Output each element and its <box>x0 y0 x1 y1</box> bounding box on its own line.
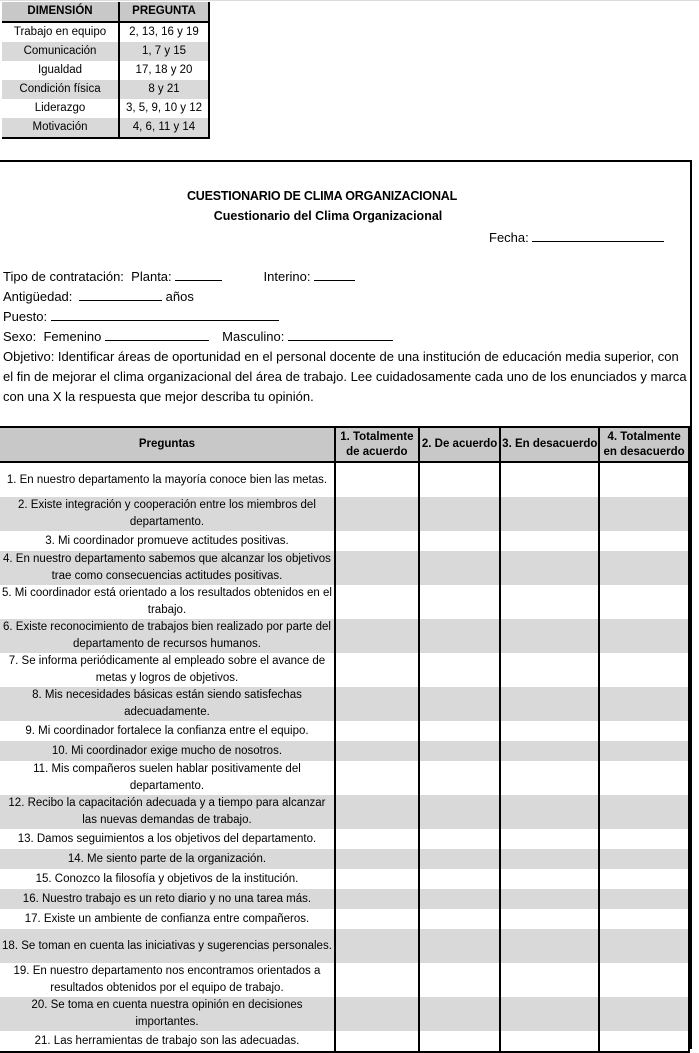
question-text: 7. Se informa periódicamente al empleado sobre el avance de metas y logros de objetivos. <box>8 655 326 684</box>
dimension-row <box>2 80 209 99</box>
question-text: 11. Mis compañeros suelen hablar positivamente del departamento. <box>33 763 301 792</box>
question-row <box>0 497 689 531</box>
question-row <box>0 585 689 619</box>
answer-cell-option-4[interactable] <box>599 929 689 963</box>
answer-cell-option-1[interactable] <box>335 849 419 869</box>
question-row <box>0 997 689 1031</box>
dimension-table-header <box>2 2 209 22</box>
puesto-input-line[interactable] <box>51 308 279 321</box>
question-row <box>0 929 689 963</box>
dimension-row <box>2 42 209 61</box>
antiguedad-field <box>3 288 194 304</box>
questionnaire-form <box>0 160 692 1049</box>
answer-cell-option-1[interactable] <box>335 619 419 653</box>
answer-cell-option-4[interactable] <box>599 849 689 869</box>
answer-cell-option-1[interactable] <box>335 653 419 687</box>
planta-label: Planta: <box>131 269 172 284</box>
question-text: 18. Se toman en cuenta las iniciativas y sugerencias personales. <box>0 929 335 963</box>
answer-cell-option-2[interactable] <box>419 795 501 829</box>
question-row <box>0 619 689 653</box>
dimension-cell: Condición física <box>2 80 119 99</box>
answer-cell-option-3[interactable] <box>500 929 599 963</box>
answer-cell-option-4[interactable] <box>599 869 689 889</box>
answer-cell-option-2[interactable] <box>419 462 501 497</box>
dimension-row <box>2 22 209 42</box>
dimension-cell: Motivación <box>2 118 119 138</box>
question-row <box>0 795 689 829</box>
form-subtitle: Cuestionario del Clima Organizacional <box>213 209 443 223</box>
answer-cell-option-2[interactable] <box>419 551 501 585</box>
answer-cell-option-4[interactable] <box>599 909 689 929</box>
answer-cell-option-3[interactable] <box>500 741 599 761</box>
answer-cell-option-1[interactable] <box>335 761 419 795</box>
answer-cell-option-4[interactable] <box>599 687 689 721</box>
answer-cell-option-1[interactable] <box>335 551 419 585</box>
masculino-label: Masculino: <box>222 329 285 344</box>
question-row <box>0 963 689 997</box>
question-text: 16. Nuestro trabajo es un reto diario y no una tarea más. <box>0 889 335 909</box>
answer-cell-option-3[interactable] <box>500 795 599 829</box>
femenino-label: Femenino <box>43 329 102 344</box>
answer-cell-option-4[interactable] <box>599 721 689 741</box>
answer-cell-option-3[interactable] <box>500 761 599 795</box>
answer-cell-option-3[interactable] <box>500 687 599 721</box>
pregunta-header: PREGUNTA <box>119 2 209 22</box>
answer-cell-option-1[interactable] <box>335 929 419 963</box>
puesto-label: Puesto: <box>3 309 48 324</box>
answer-cell-option-3[interactable] <box>500 909 599 929</box>
form-title: CUESTIONARIO DE CLIMA ORGANIZACIONAL <box>186 189 458 203</box>
answer-cell-option-1[interactable] <box>335 687 419 721</box>
answer-cell-option-2[interactable] <box>419 909 501 929</box>
question-row <box>0 741 689 761</box>
questions-header-row <box>0 427 689 462</box>
question-text: 13. Damos seguimientos a los objetivos del departamento. <box>17 832 317 845</box>
option-3-header: 3. En desacuerdo <box>500 427 599 462</box>
answer-cell-option-3[interactable] <box>500 889 599 909</box>
answer-cell-option-1[interactable] <box>335 829 419 849</box>
answer-cell-option-4[interactable] <box>599 585 689 619</box>
answer-cell-option-2[interactable] <box>419 889 501 909</box>
answer-cell-option-3[interactable] <box>500 531 599 551</box>
answer-cell-option-2[interactable] <box>419 653 501 687</box>
answer-cell-option-4[interactable] <box>599 619 689 653</box>
answer-cell-option-2[interactable] <box>419 929 501 963</box>
answer-cell-option-2[interactable] <box>419 829 501 849</box>
answer-cell-option-4[interactable] <box>599 653 689 687</box>
question-text: 8. Mis necesidades básicas están siendo satisfechas adecuadamente. <box>0 687 335 721</box>
puesto-field <box>3 308 279 324</box>
answer-cell-option-2[interactable] <box>419 497 501 531</box>
answer-cell-option-4[interactable] <box>599 997 689 1031</box>
option-1-header: 1. Totalmente de acuerdo <box>335 427 419 462</box>
answer-cell-option-4[interactable] <box>599 795 689 829</box>
preguntas-cell: 3, 5, 9, 10 y 12 <box>119 99 209 118</box>
answer-cell-option-4[interactable] <box>599 963 689 997</box>
question-text: 9. Mi coordinador fortalece la confianza entre el equipo. <box>25 724 309 737</box>
answer-cell-option-2[interactable] <box>419 741 501 761</box>
dimension-cell: Comunicación <box>2 42 119 61</box>
answer-cell-option-3[interactable] <box>500 497 599 531</box>
masculino-input-line[interactable] <box>288 328 393 341</box>
question-text: 4. En nuestro departamento sabemos que alcanzar los objetivos trae como consecuencias actitudes positivas. <box>0 551 335 585</box>
question-row <box>0 551 689 585</box>
answer-cell-option-2[interactable] <box>419 997 501 1031</box>
interino-input-line[interactable] <box>314 268 355 281</box>
preguntas-cell: 1, 7 y 15 <box>119 42 209 61</box>
question-text: 10. Mi coordinador exige mucho de nosotros. <box>0 741 335 761</box>
sexo-label: Sexo: <box>3 329 37 344</box>
answer-cell-option-3[interactable] <box>500 997 599 1031</box>
question-row <box>0 687 689 721</box>
question-text: 6. Existe reconocimiento de trabajos bien realizado por parte del departamento de recursos humanos. <box>0 619 335 653</box>
preguntas-header: Preguntas <box>0 427 335 462</box>
femenino-input-line[interactable] <box>105 328 209 341</box>
answer-cell-option-2[interactable] <box>419 849 501 869</box>
dimension-header: DIMENSIÓN <box>2 2 119 22</box>
answer-cell-option-3[interactable] <box>500 462 599 497</box>
answer-cell-option-1[interactable] <box>335 497 419 531</box>
answer-cell-option-1[interactable] <box>335 869 419 889</box>
answer-cell-option-1[interactable] <box>335 909 419 929</box>
question-row <box>0 653 689 687</box>
question-text: 20. Se toma en cuenta nuestra opinión en decisiones importantes. <box>0 997 335 1031</box>
answer-cell-option-3[interactable] <box>500 849 599 869</box>
preguntas-cell: 4, 6, 11 y 14 <box>119 118 209 138</box>
antiguedad-input-line[interactable] <box>79 288 162 301</box>
antiguedad-label: Antigüedad: <box>3 289 73 304</box>
objetivo-text: Objetivo: Identificar áreas de oportunidad en el personal docente de una institución de educación media superior, con el fin de mejorar el clima organizacional del área de trabajo. Lee cuidadosamente cada uno de los enunciados y marca con una X la respuesta que mejor describa tu opinión. <box>3 349 687 404</box>
answer-cell-option-1[interactable] <box>335 585 419 619</box>
question-row <box>0 761 689 795</box>
question-row <box>0 462 689 497</box>
dimension-cell: Igualdad <box>37 64 83 76</box>
question-row <box>0 849 689 869</box>
option-4-header: 4. Totalmente en desacuerdo <box>599 427 689 462</box>
answer-cell-option-2[interactable] <box>419 619 501 653</box>
fecha-label: Fecha: <box>489 230 529 245</box>
answer-cell-option-2[interactable] <box>419 869 501 889</box>
answer-cell-option-2[interactable] <box>419 761 501 795</box>
question-row <box>0 889 689 909</box>
answer-cell-option-4[interactable] <box>599 462 689 497</box>
option-2-header: 2. De acuerdo <box>419 427 501 462</box>
answer-cell-option-1[interactable] <box>335 997 419 1031</box>
answer-cell-option-4[interactable] <box>599 829 689 849</box>
answer-cell-option-2[interactable] <box>419 963 501 997</box>
answer-cell-option-2[interactable] <box>419 531 501 551</box>
preguntas-cell: 8 y 21 <box>119 80 209 99</box>
question-text: 14. Me siento parte de la organización. <box>0 849 335 869</box>
tipo-contratacion-field <box>3 268 355 284</box>
answer-cell-option-2[interactable] <box>419 721 501 741</box>
question-text: 5. Mi coordinador está orientado a los resultados obtenidos en el trabajo. <box>2 587 332 616</box>
answer-cell-option-1[interactable] <box>335 889 419 909</box>
answer-cell-option-3[interactable] <box>500 963 599 997</box>
sheet-top-line <box>0 0 699 1</box>
question-text: 3. Mi coordinador promueve actitudes positivas. <box>45 534 289 547</box>
question-row <box>0 909 689 929</box>
answer-cell-option-4[interactable] <box>599 551 689 585</box>
answer-cell-option-1[interactable] <box>335 721 419 741</box>
question-row <box>0 721 689 741</box>
question-text: 17. Existe un ambiente de confianza entre compañeros. <box>24 912 310 925</box>
question-text: 19. En nuestro departamento nos encontramos orientados a resultados obtenidos por el equipo de trabajo. <box>13 965 321 994</box>
question-text: 21. Las herramientas de trabajo son las adecuadas. <box>0 1031 335 1052</box>
dimension-table <box>2 2 210 139</box>
question-text: 2. Existe integración y cooperación entre los miembros del departamento. <box>0 497 335 531</box>
dimension-row <box>2 118 209 138</box>
questions-table <box>0 426 690 1053</box>
answer-cell-option-3[interactable] <box>500 829 599 849</box>
question-row <box>0 869 689 889</box>
sexo-field <box>3 328 393 344</box>
tipo-contratacion-label: Tipo de contratación: <box>3 269 124 284</box>
fecha-field <box>489 229 664 245</box>
answer-cell-option-2[interactable] <box>419 687 501 721</box>
answer-cell-option-1[interactable] <box>335 531 419 551</box>
answer-cell-option-3[interactable] <box>500 721 599 741</box>
answer-cell-option-1[interactable] <box>335 963 419 997</box>
anos-label: años <box>165 289 194 304</box>
question-text: 1. En nuestro departamento la mayoría conoce bien las metas. <box>6 473 328 486</box>
dimension-cell: Trabajo en equipo <box>13 26 107 38</box>
answer-cell-option-4[interactable] <box>599 497 689 531</box>
answer-cell-option-1[interactable] <box>335 795 419 829</box>
question-text: 12. Recibo la capacitación adecuada y a tiempo para alcanzar las nuevas demandas de trabajo. <box>0 795 335 829</box>
question-text: 15. Conozco la filosofía y objetivos de la institución. <box>35 872 299 885</box>
answer-cell-option-1[interactable] <box>335 462 419 497</box>
interino-label: Interino: <box>263 269 311 284</box>
preguntas-cell: 2, 13, 16 y 19 <box>119 22 209 42</box>
planta-input-line[interactable] <box>175 268 222 281</box>
answer-cell-option-3[interactable] <box>500 653 599 687</box>
answer-cell-option-3[interactable] <box>500 585 599 619</box>
questions-body <box>0 462 689 1052</box>
answer-cell-option-1[interactable] <box>335 741 419 761</box>
answer-cell-option-4[interactable] <box>599 761 689 795</box>
answer-cell-option-3[interactable] <box>500 869 599 889</box>
answer-cell-option-3[interactable] <box>500 619 599 653</box>
dimension-row <box>2 61 209 80</box>
answer-cell-option-4[interactable] <box>599 531 689 551</box>
answer-cell-option-4[interactable] <box>599 889 689 909</box>
answer-cell-option-3[interactable] <box>500 551 599 585</box>
dimension-row <box>2 99 209 118</box>
preguntas-cell: 17, 18 y 20 <box>119 61 209 80</box>
question-row <box>0 531 689 551</box>
question-row <box>0 829 689 849</box>
fecha-input-line[interactable] <box>532 229 664 242</box>
answer-cell-option-2[interactable] <box>419 585 501 619</box>
dimension-cell: Liderazgo <box>34 102 86 114</box>
answer-cell-option-4[interactable] <box>599 741 689 761</box>
